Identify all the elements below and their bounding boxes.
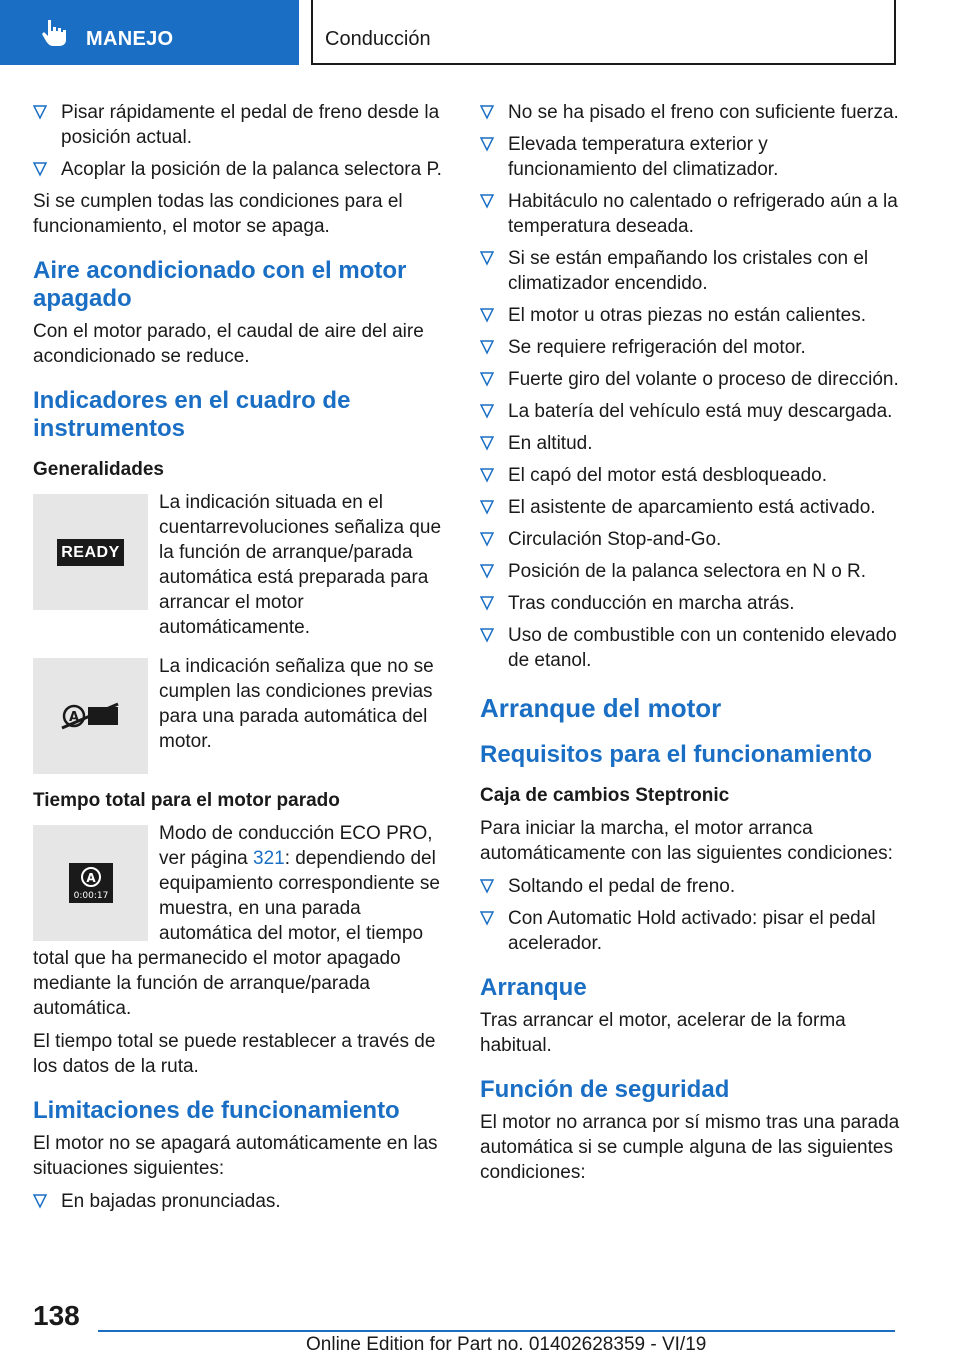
svg-text:A: A	[68, 710, 79, 725]
bullet-triangle-icon	[480, 435, 494, 451]
start-stop-indicator-image	[33, 658, 148, 774]
heading-seguridad: Función de seguridad	[480, 1076, 730, 1103]
chapter-label: MANEJO	[86, 28, 174, 50]
bullet-triangle-icon	[480, 499, 494, 515]
bullet-triangle-icon	[480, 339, 494, 355]
figure-time	[33, 821, 445, 1029]
svg-text:0:00:17: 0:00:17	[73, 891, 108, 901]
bullet-triangle-icon	[480, 250, 494, 266]
svg-text:A: A	[85, 871, 96, 885]
limitations-list	[480, 100, 900, 673]
bullet-triangle-icon	[480, 371, 494, 387]
heading-arranque-motor: Arranque del motor	[480, 693, 722, 723]
bullet-triangle-icon	[33, 104, 47, 120]
ready-indicator-image	[33, 494, 148, 610]
list-item: Habitáculo no calentado o refrigerado aún a la temperatura deseada.	[480, 189, 900, 239]
list-item: En altitud.	[480, 431, 900, 456]
bullet-triangle-icon	[480, 595, 494, 611]
bullet-triangle-icon	[480, 627, 494, 643]
list-item: En bajadas pronunciadas.	[33, 1189, 445, 1214]
hand-pointer-icon	[38, 16, 70, 48]
list-item: El asistente de aparcamiento está activado.	[480, 495, 900, 520]
bullet-triangle-icon	[33, 1193, 47, 1209]
chapter-tab	[0, 0, 299, 65]
bullet-triangle-icon	[480, 910, 494, 926]
list-item: Tras conducción en marcha atrás.	[480, 591, 900, 616]
paragraph: El motor no se apagará automáticamente en las situaciones siguientes:	[33, 1133, 438, 1179]
bullet-triangle-icon	[480, 104, 494, 120]
bullet-triangle-icon	[480, 878, 494, 894]
list-item: Soltando el pedal de freno.	[480, 874, 900, 899]
bullet-triangle-icon	[480, 193, 494, 209]
list-item: Uso de combustible con un contenido elevado de etanol.	[480, 623, 900, 673]
heading-arranque: Arranque	[480, 974, 587, 1001]
list-item: Elevada temperatura exterior y funcionamiento del climatizador.	[480, 132, 900, 182]
paragraph: El motor no arranca por sí mismo tras una parada automática si se cumple alguna de las siguientes condiciones:	[480, 1112, 900, 1183]
list-item: Circulación Stop-and-Go.	[480, 527, 900, 552]
footer-rule	[98, 1330, 895, 1332]
bullet-triangle-icon	[480, 136, 494, 152]
list-item: El motor u otras piezas no están calientes.	[480, 303, 900, 328]
figure-start-stop	[33, 654, 445, 774]
bullet-triangle-icon	[33, 161, 47, 177]
bullet-triangle-icon	[480, 467, 494, 483]
list-item: Se requiere refrigeración del motor.	[480, 335, 900, 360]
figure-ready	[33, 490, 445, 640]
paragraph: Modo de conducción ECO PRO, ver página 321: dependiendo del equipamiento correspondiente se muestra, en una parada automática del motor, el tiempo total que ha permanecido el motor apagado mediante la función de arranque/parada automática.	[33, 823, 440, 1019]
paragraph: El tiempo total se puede restablecer a través de los datos de la ruta.	[33, 1031, 436, 1077]
page-number: 138	[33, 1300, 80, 1331]
figure-caption: La indicación señaliza que no se cumplen las condiciones previas para una parada automática del motor.	[159, 656, 434, 752]
paragraph: Si se cumplen todas las condiciones para el funcionamiento, el motor se apaga.	[33, 191, 403, 237]
list-item: Acoplar la posición de la palanca selectora P.	[33, 157, 445, 182]
bullet-triangle-icon	[480, 403, 494, 419]
right-column	[480, 100, 900, 1193]
ready-badge: READY	[57, 539, 124, 566]
auto-start-stop-timer-icon	[69, 863, 113, 903]
time-indicator-image	[33, 825, 148, 941]
auto-start-stop-crossed-icon	[60, 701, 122, 731]
heading-limitaciones: Limitaciones de funcionamiento	[33, 1097, 400, 1124]
list-item: La batería del vehículo está muy descargada.	[480, 399, 900, 424]
list-item: Pisar rápidamente el pedal de freno desde la posición actual.	[33, 100, 445, 150]
paragraph: Con el motor parado, el caudal de aire del aire acondicionado se reduce.	[33, 321, 424, 367]
paragraph: Tras arrancar el motor, acelerar de la forma habitual.	[480, 1010, 846, 1056]
list-item: Si se están empañando los cristales con el climatizador encendido.	[480, 246, 900, 296]
section-title: Conducción	[325, 28, 431, 50]
heading-requisitos: Requisitos para el funcionamiento	[480, 741, 873, 768]
page-link[interactable]: 321	[253, 848, 285, 869]
edition-note: Online Edition for Part no. 01402628359 - VI/19	[306, 1334, 707, 1355]
heading-aire: Aire acondicionado con el motor apagado	[33, 257, 407, 312]
list-item: Posición de la palanca selectora en N o R.	[480, 559, 900, 584]
list-item: Con Automatic Hold activado: pisar el pedal acelerador.	[480, 906, 900, 956]
heading-indicadores: Indicadores en el cuadro de instrumentos	[33, 387, 351, 442]
bullet-triangle-icon	[480, 307, 494, 323]
paragraph: Para iniciar la marcha, el motor arranca automáticamente con las siguientes condiciones:	[480, 818, 893, 864]
bullet-triangle-icon	[480, 531, 494, 547]
heading-generalidades: Generalidades	[33, 459, 164, 480]
heading-tiempo: Tiempo total para el motor parado	[33, 790, 340, 811]
heading-caja: Caja de cambios Steptronic	[480, 785, 730, 806]
bullet-triangle-icon	[480, 563, 494, 579]
left-column	[33, 100, 445, 1221]
figure-caption: La indicación situada en el cuentarrevoluciones señaliza que la función de arranque/parada automática está preparada para arrancar el motor automáticamente.	[159, 492, 442, 638]
list-item: Fuerte giro del volante o proceso de dirección.	[480, 367, 900, 392]
list-item: El capó del motor está desbloqueado.	[480, 463, 900, 488]
list-item: No se ha pisado el freno con suficiente fuerza.	[480, 100, 900, 125]
